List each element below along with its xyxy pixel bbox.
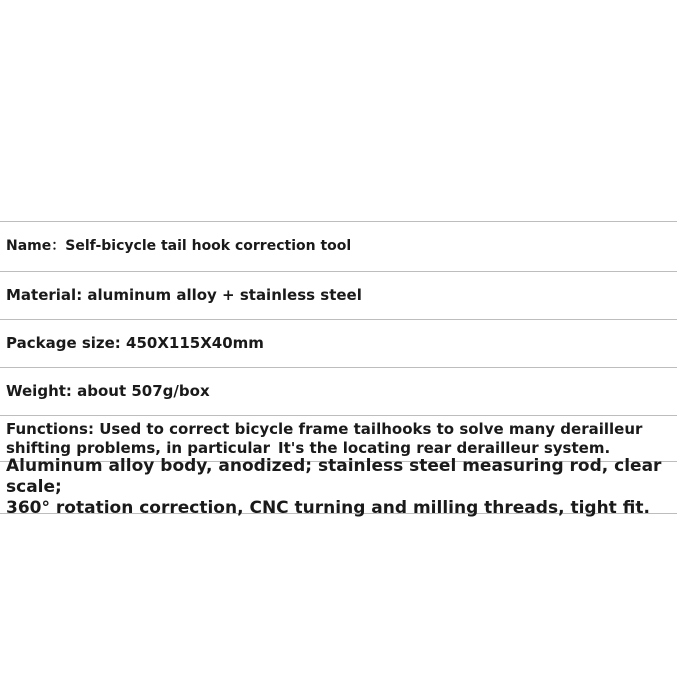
spec-row-package-size: [0, 320, 677, 368]
spec-material-text: Material: aluminum alloy + stainless steel: [6, 286, 362, 304]
spec-row-material: [0, 272, 677, 320]
spec-functions-line-2b: It's the locating rear derailleur system.: [278, 438, 611, 457]
spec-functions-line-2a: shifting problems, in particular: [6, 438, 271, 457]
spec-row-name: [0, 222, 677, 272]
spec-row-features: [0, 456, 677, 518]
spec-functions-line-1: Functions: Used to correct bicycle frame tailhooks to solve many derailleur: [6, 419, 643, 438]
spec-functions-line-2: [6, 439, 677, 458]
spec-table: [0, 221, 677, 518]
spec-package-size-text: Package size: 450X115X40mm: [6, 334, 264, 352]
spec-features-line-1: Aluminum alloy body, anodized; stainless steel measuring rod, clear scale;: [6, 456, 662, 497]
spacer: [270, 439, 278, 458]
spec-weight-text: Weight: about 507g/box: [6, 382, 210, 400]
spec-name-text: Name：Self-bicycle tail hook correction tool: [6, 238, 352, 254]
spec-row-weight: [0, 368, 677, 416]
spec-features-line-2: 360° rotation correction, CNC turning and milling threads, tight fit.: [6, 498, 650, 518]
